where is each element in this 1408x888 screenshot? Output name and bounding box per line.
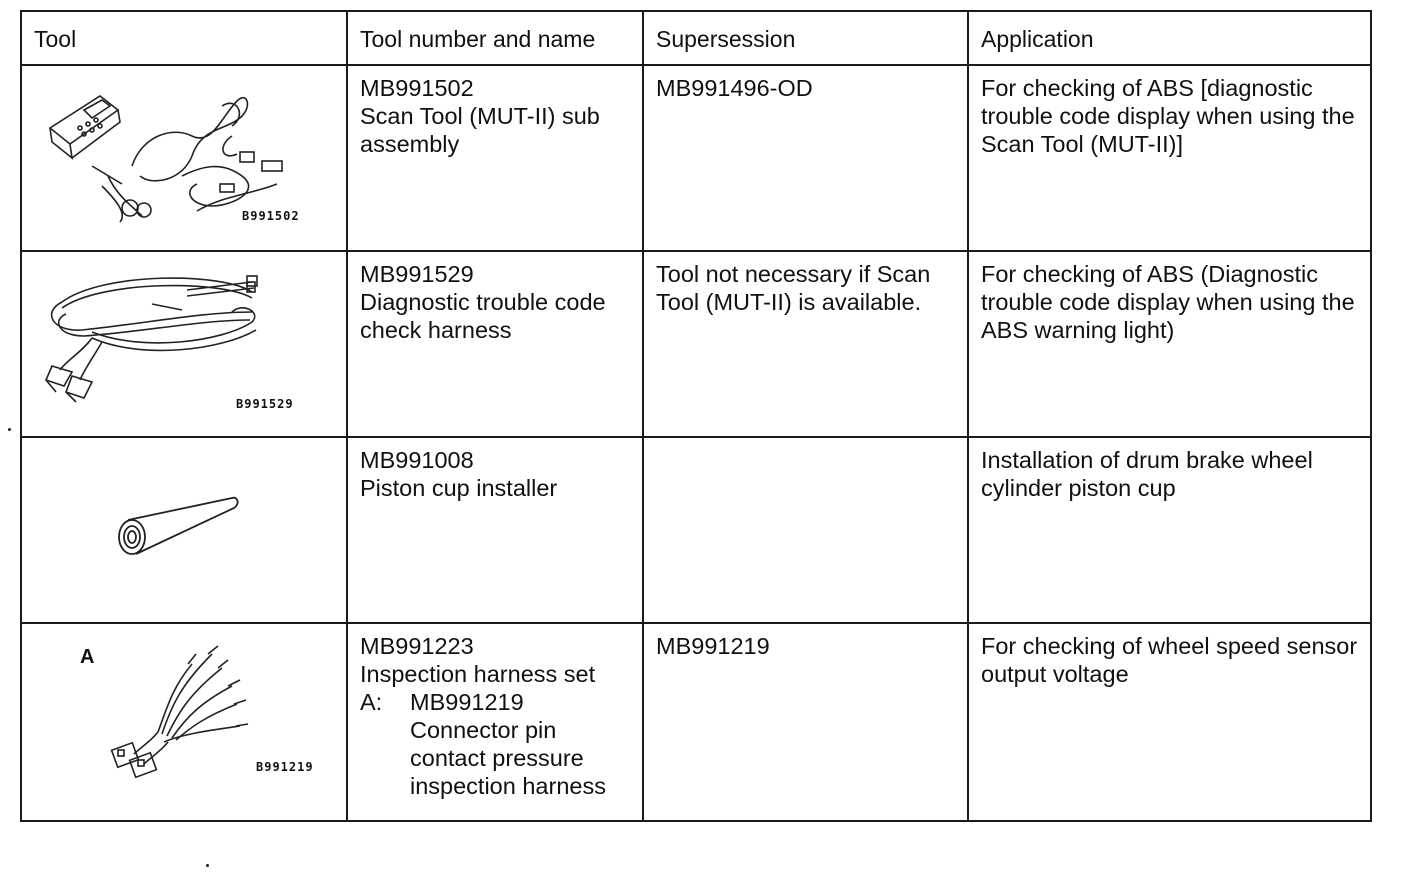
tool-name: Scan Tool (MUT-II) sub assembly [360,103,600,157]
tool-image-code: B991502 [242,209,300,223]
special-tools-table [20,10,1372,822]
tool-image-cell [21,623,347,821]
supersession-cell: MB991496-OD [643,65,968,251]
piston-cup-installer-illustration-icon [22,438,344,610]
table-row [21,623,1371,821]
application-cell: For checking of ABS (Diagnostic trouble code display when using the ABS warning light) [968,251,1371,437]
application-cell: For checking of wheel speed sensor output voltage [968,623,1371,821]
tool-number-name-cell [347,623,643,821]
sub-tool-text [410,688,632,800]
table-row [21,437,1371,623]
tool-image-cell [21,251,347,437]
header-supersession: Supersession [643,11,968,65]
header-row [21,11,1371,65]
sub-tool-key: A: [360,689,383,715]
scan-speck [206,864,209,867]
supersession-cell: Tool not necessary if Scan Tool (MUT-II) is available. [643,251,968,437]
inspection-harness-illustration-icon [22,624,344,808]
tool-number: MB991529 [360,261,474,287]
application-cell: For checking of ABS [diagnostic trouble code display when using the Scan Tool (MUT-II)] [968,65,1371,251]
tool-image-code: B991219 [256,760,314,774]
sub-tool-entry [360,688,632,800]
tool-number-name-cell [347,65,643,251]
tool-number: MB991223 [360,633,474,659]
tool-name: Piston cup installer [360,475,558,501]
sub-tool-number: MB991219 [410,689,524,715]
sub-tool-name: Connector pin contact pressure inspection harness [410,717,606,799]
table-row [21,251,1371,437]
tool-image-cell [21,437,347,623]
special-tools-table-sheet [20,10,1370,799]
tool-number: MB991008 [360,447,474,473]
tool-number-name-cell [347,251,643,437]
tool-number: MB991502 [360,75,474,101]
tool-number-name-cell [347,437,643,623]
scan-speck [8,428,11,431]
tool-image-code: B991529 [236,397,294,411]
header-tool-number-and-name: Tool number and name [347,11,643,65]
header-application: Application [968,11,1371,65]
tool-name: Diagnostic trouble code check harness [360,289,606,343]
header-tool: Tool [21,11,347,65]
application-cell: Installation of drum brake wheel cylinder piston cup [968,437,1371,623]
supersession-cell: MB991219 [643,623,968,821]
check-harness-illustration-icon [22,252,344,424]
tool-image-cell [21,65,347,251]
tool-image-letter: A [80,646,95,668]
supersession-cell [643,437,968,623]
table-row [21,65,1371,251]
tool-name: Inspection harness set [360,661,596,687]
